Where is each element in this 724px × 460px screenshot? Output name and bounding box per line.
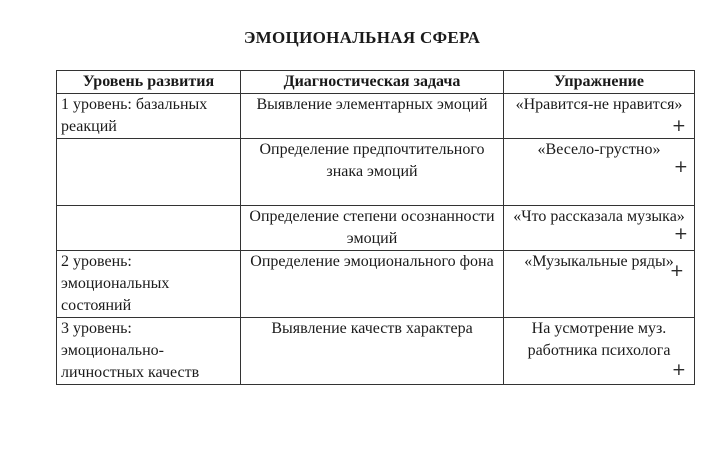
level-cell bbox=[57, 206, 241, 251]
table-row bbox=[57, 318, 695, 385]
exercise-text: «Что рассказала музыка» bbox=[513, 208, 685, 225]
exercise-text: На усмотрение муз. работника психолога bbox=[527, 320, 671, 359]
header-level: Уровень развития bbox=[57, 71, 241, 94]
task-cell: Выявление элементарных эмоций bbox=[241, 94, 504, 139]
handwritten-plus-mark: + bbox=[671, 360, 686, 380]
table-row bbox=[57, 206, 695, 251]
table-header-row bbox=[57, 71, 695, 94]
exercise-cell bbox=[504, 318, 695, 385]
exercise-cell bbox=[504, 139, 695, 206]
table-row bbox=[57, 139, 695, 206]
exercise-text: «Весело-грустно» bbox=[537, 141, 661, 158]
exercise-cell bbox=[504, 206, 695, 251]
page-title: ЭМОЦИОНАЛЬНАЯ СФЕРА bbox=[243, 28, 481, 47]
level-cell bbox=[57, 139, 241, 206]
exercise-text: «Нравится-не нравится» bbox=[515, 96, 683, 113]
exercise-cell bbox=[504, 94, 695, 139]
table-row bbox=[57, 94, 695, 139]
level-cell: 3 уровень: эмоционально-личностных качеств bbox=[57, 318, 241, 385]
task-cell: Определение эмоционального фона bbox=[241, 251, 504, 318]
exercise-text: «Музыкальные ряды» bbox=[524, 253, 674, 270]
exercise-cell bbox=[504, 251, 695, 318]
task-cell: Выявление качеств характера bbox=[241, 318, 504, 385]
table-row bbox=[57, 251, 695, 318]
handwritten-plus-mark: + bbox=[673, 224, 688, 244]
handwritten-plus-mark: + bbox=[671, 116, 686, 136]
header-exercise: Упражнение bbox=[504, 71, 695, 94]
emotional-sphere-table bbox=[56, 70, 695, 385]
level-cell: 1 уровень: базальных реакций bbox=[57, 94, 241, 139]
task-cell: Определение предпочтительного знака эмоций bbox=[241, 139, 504, 206]
handwritten-plus-mark: + bbox=[669, 261, 684, 281]
header-task: Диагностическая задача bbox=[241, 71, 504, 94]
handwritten-plus-mark: + bbox=[673, 157, 688, 177]
task-cell: Определение степени осознанности эмоций bbox=[241, 206, 504, 251]
level-cell: 2 уровень: эмоциональных состояний bbox=[57, 251, 241, 318]
